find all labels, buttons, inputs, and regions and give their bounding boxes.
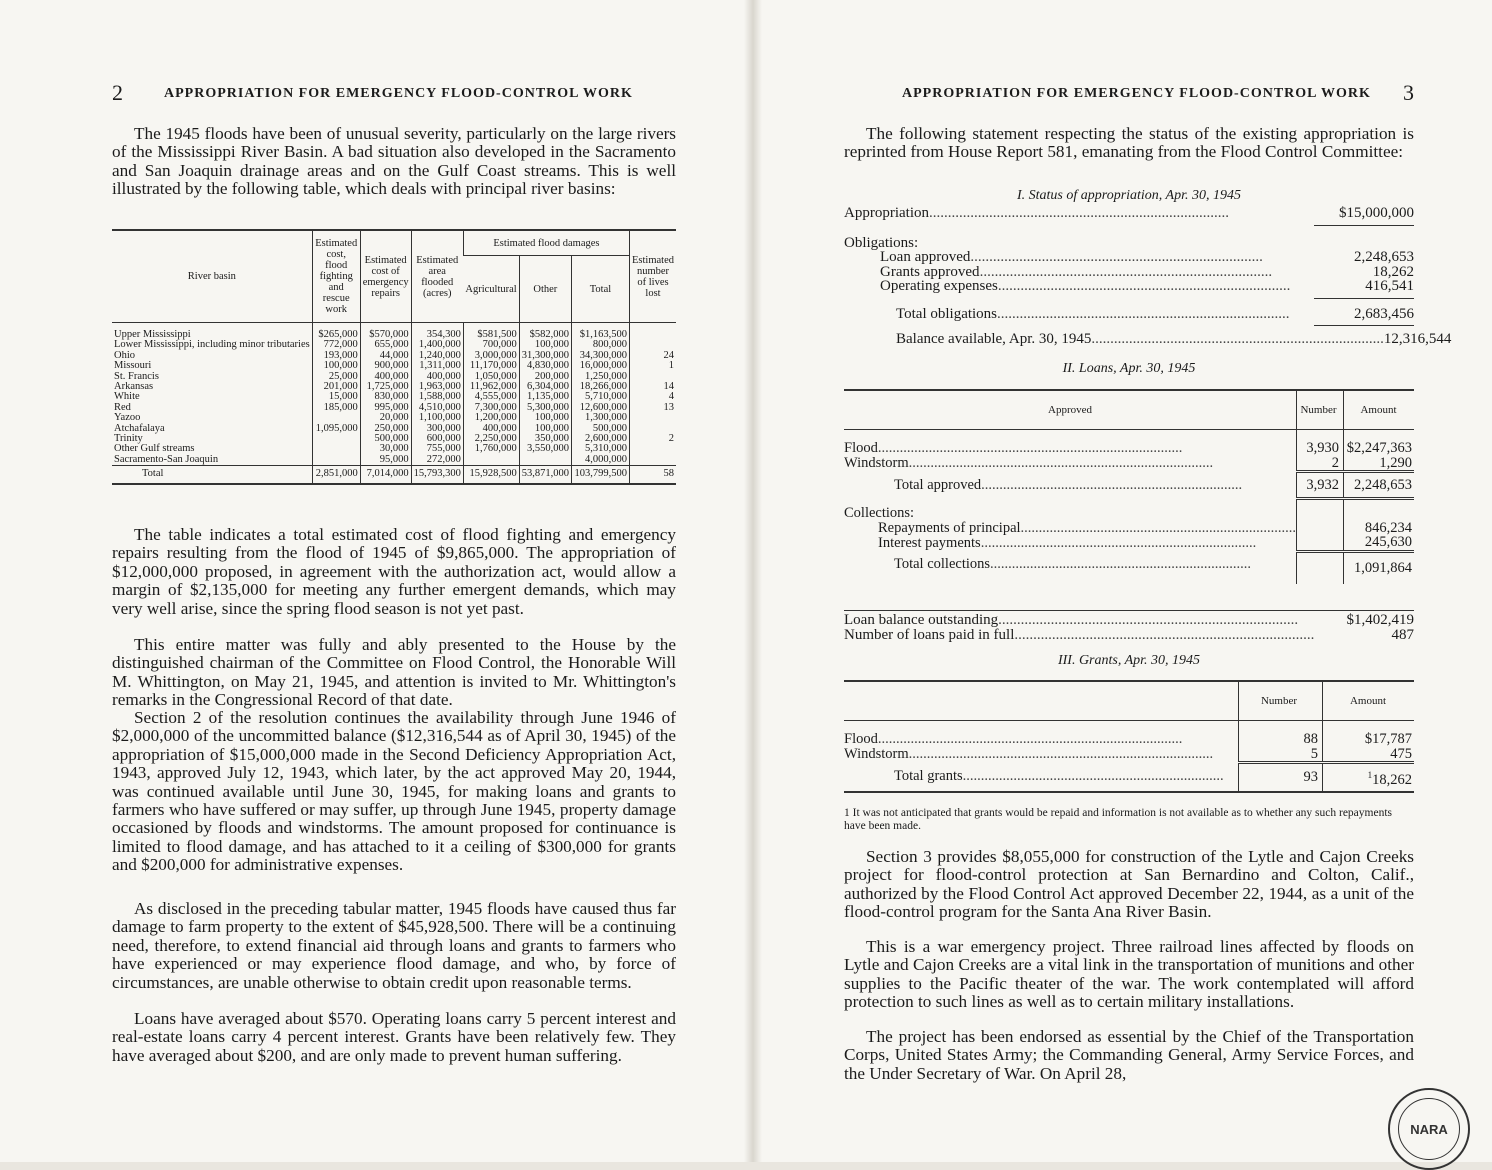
cell-other: 100,000 <box>519 340 571 350</box>
grants-approved-value: 18,262 <box>1372 263 1414 280</box>
right-paragraph-3: The project has been endorsed as essential by the Chief of the Transportation Corps, United States Army; the Commanding General, Army Service Forces, and the Under Secretary of War. On April 28, <box>844 1027 1414 1083</box>
cell-area: 1,400,000 <box>411 340 463 350</box>
cell-repair: 830,000 <box>360 392 411 402</box>
table-total-row <box>112 466 676 484</box>
cell-other: 1,135,000 <box>519 392 571 402</box>
total-repair: 7,014,000 <box>360 466 411 484</box>
cell-fight <box>312 434 360 444</box>
grants-windstorm-number: 5 <box>1239 747 1323 763</box>
cell-agri: $581,500 <box>463 323 519 341</box>
left-intro-paragraph: The 1945 floods have been of unusual severity, particularly on the large rivers of the Mississippi River Basin. A bad situation also developed in the Sacramento and San Joaquin drainage areas and on the Gulf Coast streams. This is well illustrated by the following table, which deals with principal river basins: <box>112 124 676 199</box>
total-obligations-value: 2,683,456 <box>1354 305 1414 322</box>
cell-basin: White <box>114 391 140 403</box>
grants-footnote: 1 It was not anticipated that grants would be repaid and information is not available as to whether any such repayments have been made. <box>844 807 1393 832</box>
cell-total: 500,000 <box>571 424 629 434</box>
cell-repair: 30,000 <box>360 444 411 454</box>
cell-area: 1,588,000 <box>411 392 463 402</box>
header-other: Other <box>519 256 571 323</box>
cell-repair: 20,000 <box>360 413 411 423</box>
cell-other: 3,550,000 <box>519 444 571 454</box>
cell-basin: Trinity <box>114 433 143 445</box>
cell-other: 200,000 <box>519 372 571 382</box>
cell-basin: Arkansas <box>114 381 154 393</box>
cell-other: 6,304,000 <box>519 382 571 392</box>
table-row <box>112 323 676 341</box>
grants-header-number: Number <box>1239 681 1323 721</box>
left-paragraph-1: The table indicates a total estimated cost of flood fighting and emergency repairs resulting from the flood of 1945 of $9,865,000. The appropriation of $12,000,000 proposed, in agreement with the authorization act, would allow a margin of $2,135,000 for meeting any further emergent demands, which may very well arise, since the spring flood season is not yet past. <box>112 525 676 618</box>
cell-fight <box>312 455 360 466</box>
cell-area: 300,000 <box>411 424 463 434</box>
cell-total: 1,300,000 <box>571 413 629 423</box>
cell-agri: 11,170,000 <box>463 361 519 371</box>
loans-total-number: 3,932 <box>1297 472 1344 499</box>
nara-stamp <box>1388 1088 1470 1170</box>
cell-repair: 250,000 <box>360 424 411 434</box>
loans-windstorm-amount: 1,290 <box>1343 456 1414 472</box>
header-damages-group: Estimated flood damages <box>463 230 629 256</box>
cell-lives <box>629 323 676 341</box>
book-gutter <box>744 0 762 1162</box>
cell-repair: $570,000 <box>360 323 411 341</box>
grants-flood-number: 88 <box>1239 721 1323 747</box>
cell-repair: 95,000 <box>360 455 411 466</box>
cell-repair: 655,000 <box>360 340 411 350</box>
header-river-basin: River basin <box>112 230 312 323</box>
header-area-flooded: Estimated area flooded (acres) <box>411 230 463 323</box>
loan-balance-value: $1,402,419 <box>1346 612 1414 628</box>
loans-header-number: Number <box>1297 390 1344 430</box>
cell-agri: 700,000 <box>463 340 519 350</box>
grants-total-number: 93 <box>1239 763 1323 793</box>
cell-total: 5,310,000 <box>571 444 629 454</box>
status-of-appropriation: Appropriation................................................................................ $15,000,000 Obligations: Loan approved.............................................................................. 2,248,653 Grants approved.............................................................................. 18,262 Operating expenses.............................................................................. 416,541 Total obligations.............................................................................. 2,683,456 Balance available, Apr. 30, 1945.............................................................................. 12,316,544 <box>844 205 1452 347</box>
left-paragraph-5: Loans have averaged about $570. Operating loans carry 5 percent interest and real-estate loans carry 4 percent interest. Grants have been relatively few. They have averaged about $200, and are only made to prevent human suffering. <box>112 1009 676 1065</box>
cell-basin: Upper Mississippi <box>114 329 191 340</box>
cell-fight: $265,000 <box>312 323 360 341</box>
grants-windstorm-amount: 475 <box>1323 747 1415 763</box>
cell-lives <box>629 413 676 423</box>
right-page-number: 3 <box>1403 80 1414 105</box>
loans-total-label: Total approved <box>894 476 982 493</box>
cell-fight: 1,095,000 <box>312 424 360 434</box>
cell-area: 600,000 <box>411 434 463 444</box>
cell-lives: 4 <box>629 392 676 402</box>
grants-header-amount: Amount <box>1323 681 1415 721</box>
total-other: 53,871,000 <box>519 466 571 484</box>
cell-total: 16,000,000 <box>571 361 629 371</box>
cell-agri: 3,000,000 <box>463 351 519 361</box>
cell-fight: 193,000 <box>312 351 360 361</box>
total-collections-label: Total collections <box>894 556 991 572</box>
status-title: I. Status of appropriation, Apr. 30, 1945 <box>1016 188 1242 203</box>
cell-agri <box>463 455 519 466</box>
total-obligations-label: Total obligations <box>896 305 998 322</box>
repayments-amount: 846,234 <box>1343 521 1414 536</box>
total-lives: 58 <box>629 466 676 484</box>
cell-repair: 900,000 <box>360 361 411 371</box>
grants-total-amount: 18,262 <box>1372 771 1412 788</box>
right-paragraph-2: This is a war emergency project. Three railroad lines affected by floods on Lytle and Cajon Creeks are a vital link in the transportation of munitions and other supplies to the Pacific theater of the war. The work contemplated will afford protection to such lines as well as to certain military installations. <box>844 937 1414 1012</box>
cell-other: 5,300,000 <box>519 403 571 413</box>
loans-header-approved: Approved <box>844 390 1297 430</box>
cell-fight: 185,000 <box>312 403 360 413</box>
cell-total: 4,000,000 <box>571 455 629 466</box>
appropriation-value: $15,000,000 <box>1339 205 1414 221</box>
loans-total-amount: 2,248,653 <box>1343 472 1414 499</box>
loan-balance-section: Loan balance outstanding................................................................................ $1,402,419 Number of loans paid in full................................................................................ 487 <box>844 612 1414 643</box>
interest-amount: 245,630 <box>1343 535 1414 551</box>
cell-fight: 100,000 <box>312 361 360 371</box>
repayments-label: Repayments of principal <box>878 519 1021 536</box>
left-paragraph-2: This entire matter was fully and ably presented to the House by the distinguished chairman of the Committee on Flood Control, the Honorable Will M. Whittington, on May 21, 1945, and attention is invited to Mr. Whittington's remarks in the Congressional Record of that date. <box>112 635 676 710</box>
cell-agri: 4,555,000 <box>463 392 519 402</box>
cell-other <box>519 455 571 466</box>
cell-basin: St. Francis <box>114 370 159 382</box>
collections-label: Collections: <box>844 505 915 521</box>
cell-total: 18,266,000 <box>571 382 629 392</box>
cell-total: 12,600,000 <box>571 403 629 413</box>
right-intro-paragraph: The following statement respecting the status of the existing appropriation is reprinted from House Report 581, emanating from the Flood Control Committee: <box>844 124 1414 162</box>
cell-fight: 15,000 <box>312 392 360 402</box>
header-total: Total <box>571 256 629 323</box>
cell-fight: 25,000 <box>312 372 360 382</box>
cell-basin: Ohio <box>114 349 135 361</box>
cell-area: 1,240,000 <box>411 351 463 361</box>
cell-repair: 500,000 <box>360 434 411 444</box>
cell-agri: 1,200,000 <box>463 413 519 423</box>
operating-expenses-value: 416,541 <box>1365 278 1414 294</box>
right-paragraph-1: Section 3 provides $8,055,000 for construction of the Lytle and Cajon Creeks project for flood-control protection at San Bernardino and Colton, Calif., authorized by the Flood Control Act approved December 22, 1944, as a unit of the flood-control program for the Santa Ana River Basin. <box>844 847 1414 922</box>
cell-agri: 11,962,000 <box>463 382 519 392</box>
cell-basin: Other Gulf streams <box>114 443 195 455</box>
cell-lives: 14 <box>629 382 676 392</box>
total-collections-amount: 1,091,864 <box>1343 551 1414 584</box>
cell-lives: 13 <box>629 403 676 413</box>
cell-area: 1,963,000 <box>411 382 463 392</box>
obligations-label: Obligations: <box>844 234 919 251</box>
loans-paid-value: 487 <box>1391 626 1414 643</box>
header-agricultural: Agricultural <box>463 256 519 323</box>
header-lives-lost: Estimated number of lives lost <box>629 230 676 323</box>
total-label: Total <box>112 466 312 484</box>
total-area: 15,793,300 <box>411 466 463 484</box>
cell-lives <box>629 455 676 466</box>
total-agri: 15,928,500 <box>463 466 519 484</box>
balance-available-value: 12,316,544 <box>1383 331 1452 347</box>
loans-header-amount: Amount <box>1343 390 1414 430</box>
cell-other: 31,300,000 <box>519 351 571 361</box>
cell-basin: Yazoo <box>114 412 141 424</box>
left-paragraph-4: As disclosed in the preceding tabular matter, 1945 floods have caused thus far damage to farm property to the extent of $45,928,500. There will be a continuing need, therefore, to extend financial aid through loans and grants to farmers who have experienced or may experience flood damage, and who, by force of circumstances, are unable otherwise to obtain credit upon reasonable terms. <box>112 899 676 992</box>
grants-total-label: Total grants <box>894 767 963 784</box>
cell-area: 1,311,000 <box>411 361 463 371</box>
loans-flood-number: 3,930 <box>1297 430 1344 456</box>
grants-approved-label: Grants approved <box>880 263 980 280</box>
cell-other: 100,000 <box>519 413 571 423</box>
cell-basin: Sacramento-San Joaquin <box>114 453 219 465</box>
cell-other: $582,000 <box>519 323 571 341</box>
right-header-title: APPROPRIATION FOR EMERGENCY FLOOD-CONTROL WORK <box>902 86 1371 101</box>
cell-basin: Lower Mississippi, including minor tributaries <box>114 339 310 351</box>
cell-agri: 400,000 <box>463 424 519 434</box>
cell-agri: 1,760,000 <box>463 444 519 454</box>
cell-other: 100,000 <box>519 424 571 434</box>
cell-lives: 2 <box>629 434 676 444</box>
cell-lives <box>629 444 676 454</box>
grants-table: Number Amount Flood.................................................................................... 88 $17,787 Windstorm.................................................................................... 5 475 Total grants........................................................................ 93 $^1$18,262 <box>844 680 1414 793</box>
cell-area: 400,000 <box>411 372 463 382</box>
appropriation-label: Appropriation................................................................................ <box>844 205 1229 221</box>
cell-fight: 772,000 <box>312 340 360 350</box>
loans-paid-label: Number of loans paid in full <box>844 626 1015 643</box>
table-row <box>112 455 676 466</box>
loans-table: Approved Number Amount Flood.................................................................................... 3,930 $2,247,363 Windstorm.................................................................................... 2 1,290 Total approved........................................................................ 3,932 2,248,653 Collections: Repayments of principal............................................................................ 846,234 Interest payments............................................................................ 245,630 Total collections........................................................................ 1,091,864 <box>844 389 1414 584</box>
cell-fight: 201,000 <box>312 382 360 392</box>
left-page-number: 2 <box>112 80 123 105</box>
loan-approved-label: Loan approved <box>880 249 971 265</box>
cell-other: 4,830,000 <box>519 361 571 371</box>
cell-repair: 1,725,000 <box>360 382 411 392</box>
cell-total: $1,163,500 <box>571 323 629 341</box>
operating-expenses-label: Operating expenses <box>880 278 998 294</box>
cell-total: 800,000 <box>571 340 629 350</box>
cell-lives: 1 <box>629 361 676 371</box>
cell-repair: 44,000 <box>360 351 411 361</box>
header-cost-repairs: Estimated cost of emergency repairs <box>360 230 411 323</box>
loans-flood-amount: $2,247,363 <box>1343 430 1414 456</box>
cell-repair: 995,000 <box>360 403 411 413</box>
cell-area: 354,300 <box>411 323 463 341</box>
total-total: 103,799,500 <box>571 466 629 484</box>
cell-agri: 7,300,000 <box>463 403 519 413</box>
grants-title: III. Grants, Apr. 30, 1945 <box>1057 653 1201 668</box>
cell-total: 34,300,000 <box>571 351 629 361</box>
cell-total: 5,710,000 <box>571 392 629 402</box>
cell-total: 1,250,000 <box>571 372 629 382</box>
river-basin-table <box>112 229 676 485</box>
cell-total: 2,600,000 <box>571 434 629 444</box>
balance-available-label: Balance available, Apr. 30, 1945 <box>896 331 1092 347</box>
header-cost-fighting: Estimated cost, flood fighting and rescue work <box>312 230 360 323</box>
loans-title: II. Loans, Apr. 30, 1945 <box>1062 361 1196 376</box>
cell-lives: 24 <box>629 351 676 361</box>
cell-repair: 400,000 <box>360 372 411 382</box>
cell-agri: 2,250,000 <box>463 434 519 444</box>
cell-area: 755,000 <box>411 444 463 454</box>
cell-other: 350,000 <box>519 434 571 444</box>
cell-basin: Atchafalaya <box>114 422 165 434</box>
cell-fight <box>312 444 360 454</box>
cell-basin: Missouri <box>114 360 152 372</box>
left-header-title: APPROPRIATION FOR EMERGENCY FLOOD-CONTROL WORK <box>164 86 633 101</box>
loans-windstorm-number: 2 <box>1297 456 1344 472</box>
cell-area: 4,510,000 <box>411 403 463 413</box>
cell-agri: 1,050,000 <box>463 372 519 382</box>
total-fight: 2,851,000 <box>312 466 360 484</box>
stamp-text: NARA <box>1410 1121 1448 1137</box>
cell-area: 1,100,000 <box>411 413 463 423</box>
interest-label: Interest payments <box>878 534 981 551</box>
loan-approved-value: 2,248,653 <box>1354 249 1414 265</box>
loans-flood-label: Flood <box>844 440 878 456</box>
footnote-marker: 1 <box>1367 769 1373 780</box>
grants-flood-label: Flood <box>844 731 878 747</box>
cell-basin: Red <box>114 401 131 413</box>
loans-windstorm-label: Windstorm <box>844 455 909 472</box>
cell-area: 272,000 <box>411 455 463 466</box>
grants-flood-amount: $17,787 <box>1323 721 1415 747</box>
loan-balance-label: Loan balance outstanding <box>844 612 999 628</box>
left-paragraph-3: Section 2 of the resolution continues the availability through June 1946 of $2,000,000 of the uncommitted balance ($12,316,544 as of April 30, 1945) of the appropriation of $15,000,000 made in the Second Deficiency Appropriation Act, 1943, approved July 12, 1943, which later, by the act approved May 20, 1944, was continued available until June 30, 1945, for making loans and grants to farmers who have suffered or may suffer, up through June 1945, property damage occasioned by floods and windstorms. The amount proposed for continuance is limited to flood damage, and has attached to it a ceiling of $300,000 for grants and $200,000 for administrative expenses. <box>112 708 676 875</box>
grants-windstorm-label: Windstorm <box>844 746 909 763</box>
